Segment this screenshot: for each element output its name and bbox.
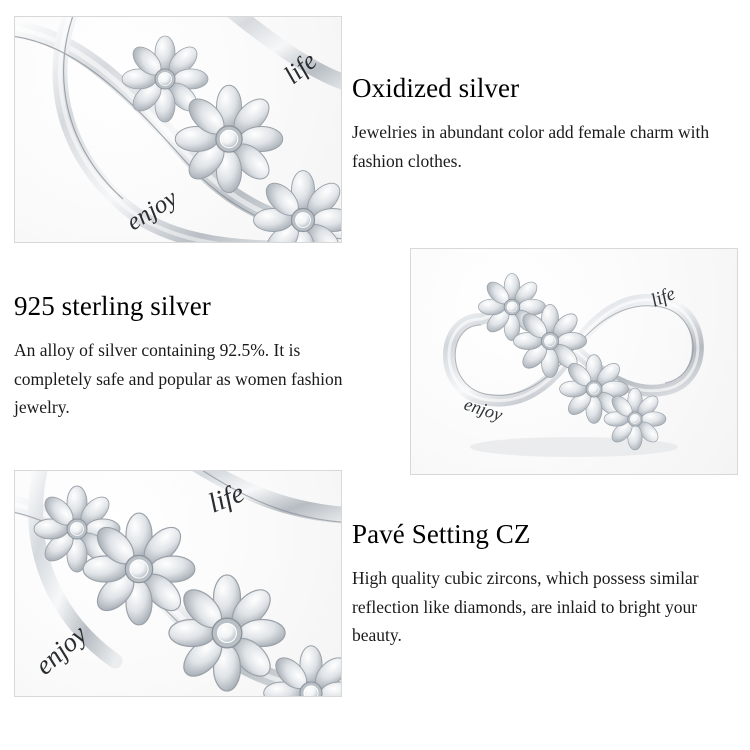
product-image-closeup-top [14,16,342,243]
feature-title: Pavé Setting CZ [352,519,531,549]
engraving-life-text: life [278,46,323,90]
cz-stone [544,335,555,346]
cz-stone [71,523,84,536]
infinity-charm-full-illustration [411,249,737,474]
feature-title: 925 sterling silver [14,291,211,321]
cz-stone [304,686,318,696]
cz-stone [630,414,639,423]
cz-stone [218,624,237,643]
daisy-flower-2 [175,85,283,193]
cz-stone [159,73,172,86]
feature-description: Jewelries in abundant color add female charm with fashion clothes. [352,122,710,171]
pave-cz-closeup-illustration [15,471,341,696]
infinity-charm-closeup-top-illustration [15,17,341,242]
feature-block-oxidized-silver [352,72,732,175]
engraving-enjoy-text: enjoy [461,393,506,425]
feature-block-sterling-silver [14,290,364,421]
engraving-life-text: life [648,283,679,312]
cz-stone [130,560,148,578]
product-image-closeup-bottom [14,470,342,697]
feature-description: High quality cubic zircons, which possess similar reflection like diamonds, are inlaid to bright your beauty. [352,568,699,646]
daisy-flower-2 [83,513,195,625]
feature-title: Oxidized silver [352,73,520,103]
cz-stone [296,213,311,228]
product-image-full-charm [410,248,738,475]
cz-stone [507,302,517,312]
daisy-flower-4 [604,388,666,450]
cz-stone [589,384,599,394]
feature-description: An alloy of silver containing 92.5%. It is completely safe and popular as women fashion jewelry. [14,340,343,418]
engraving-enjoy-text: enjoy [121,184,183,237]
feature-block-pave-cz [352,518,732,649]
cz-stone [220,130,238,148]
engraving-life-text: life [204,477,249,520]
daisy-flower-3 [169,575,285,691]
engraving-enjoy-text: enjoy [28,619,93,681]
